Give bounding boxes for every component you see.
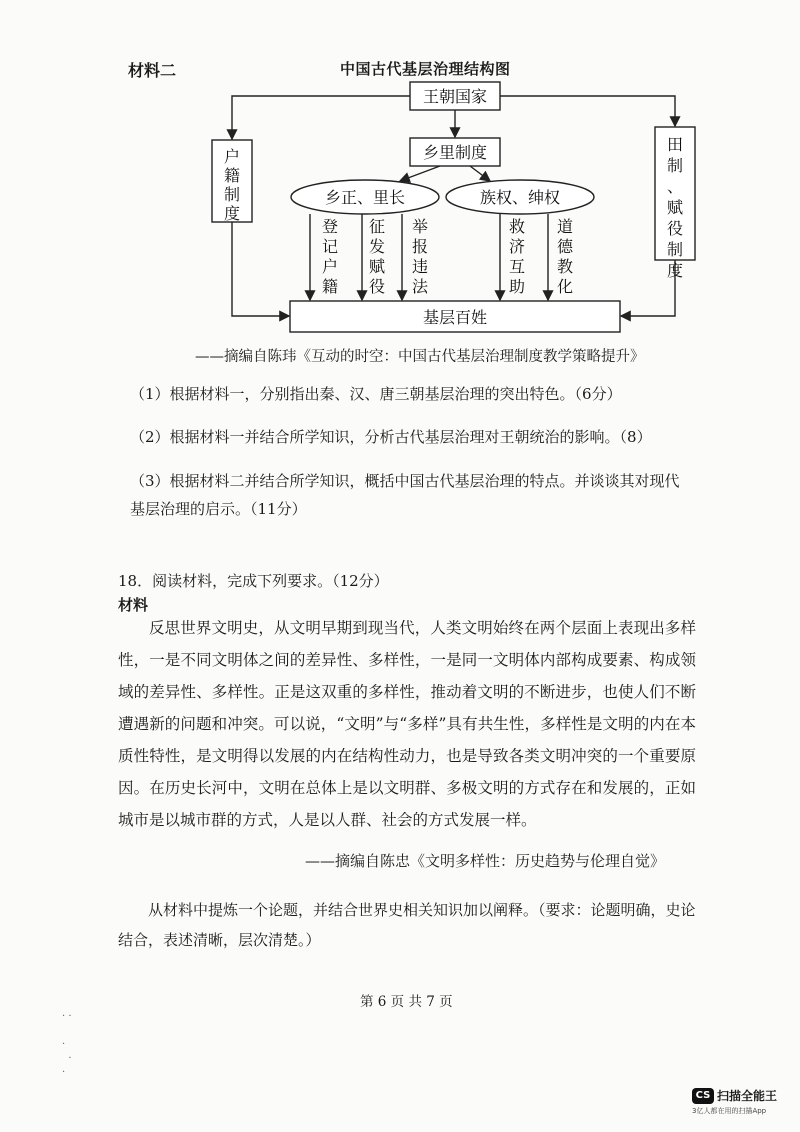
label-oval-right: 族权、绅权 — [479, 188, 561, 207]
passage-text: 反思世界文明史，从文明早期到现当代，人类文明始终在两个层面上表现出多样性，一是不同文明体之间的差异性、多样性，一是同一文明体内部构成要素、构成领域的差异性、多样性。正是这双重的多样性，推动着文明的不断进步，也使人们不断遭遇新的问题和冲突。可以说，“文明”与“多样”具有共生性，多样性是文明的内在本质性特性，是文明得以发展的内在结构性动力，也是导致各类文明冲突的一个重要原因。在历史长河中，文明在总体上是以文明群、多极文明的方式存在和发展的，正如城市是以城市群的方式，人是以人群、社会的方式发展一样。 — [118, 619, 696, 829]
source-citation-2: ——摘编自陈忠《文明多样性：历史趋势与伦理自觉》 — [305, 852, 666, 870]
task-text: 从材料中提炼一个论题，并结合世界史相关知识加以阐释。（要求：论题明确，史论结合，表述清晰，层次清楚。） — [118, 901, 696, 949]
question-3: （3）根据材料二并结合所学知识，概括中国古代基层治理的特点。并谈谈其对现代基层治理的启示。（11分） — [130, 472, 680, 518]
question-2: （2）根据材料一并结合所学知识，分析古代基层治理对王朝统治的影响。（8） — [130, 428, 652, 446]
scanner-watermark — [692, 1085, 792, 1116]
label-oval-left: 乡正、里长 — [324, 188, 406, 207]
label-dynasty: 王朝国家 — [422, 87, 488, 106]
governance-diagram — [0, 0, 800, 345]
diagram-title: 中国古代基层治理结构图 — [340, 60, 511, 78]
arrow-label-2: 征发赋役 — [368, 217, 386, 296]
label-left-text: 户籍制度 — [223, 147, 241, 223]
label-right-text: 田制、赋役制度 — [666, 135, 684, 280]
source-citation-1: ——摘编自陈玮《互动的时空：中国古代基层治理制度教学策略提升》 — [195, 349, 645, 365]
material-label-18: 材料 — [118, 596, 149, 614]
label-right — [667, 135, 683, 280]
arrow-label-1: 登记户籍 — [321, 217, 339, 296]
page-number: 第 6 页 共 7 页 — [360, 994, 453, 1010]
label-left — [224, 147, 240, 223]
watermark-subtitle: 3亿人都在用的扫描App — [692, 1107, 767, 1115]
watermark-name: 扫描全能王 — [717, 1089, 778, 1103]
label-middle: 乡里制度 — [422, 143, 488, 162]
margin-marks: · · · · · — [62, 1011, 72, 1078]
question-18-heading: 18．阅读材料，完成下列要求。（12分） — [118, 572, 389, 590]
label-bottom: 基层百姓 — [422, 308, 488, 327]
arrow-label-4: 救济互助 — [508, 217, 526, 296]
arrow-label-3: 举报违法 — [411, 217, 429, 296]
cs-logo-icon: CS — [692, 1088, 714, 1104]
arrow-labels — [322, 217, 574, 296]
material-label: 材料二 — [128, 61, 177, 80]
arrow-label-5: 道德教化 — [556, 217, 574, 296]
question-1: （1）根据材料一，分别指出秦、汉、唐三朝基层治理的突出特色。（6分） — [130, 385, 622, 403]
